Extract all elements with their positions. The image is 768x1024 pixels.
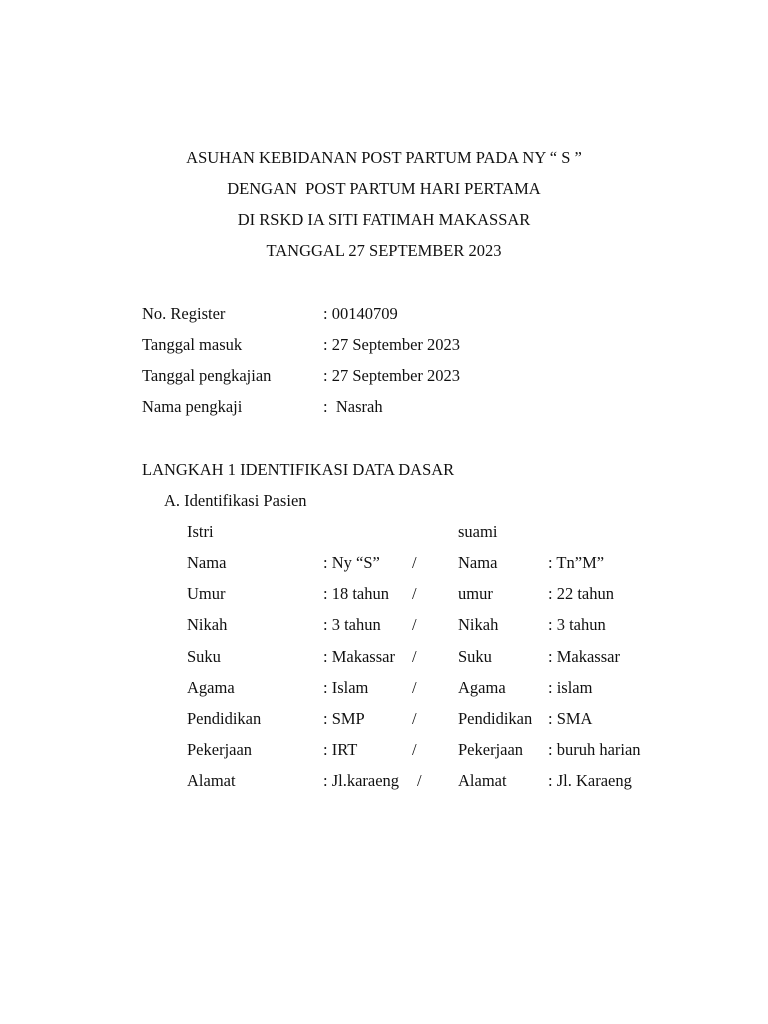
husband-religion-value: : islam	[548, 678, 593, 697]
register-number-label: No. Register	[142, 304, 226, 323]
section-subheading: A. Identifikasi Pasien	[164, 491, 307, 510]
husband-occupation-value: : buruh harian	[548, 740, 641, 759]
row-separator: /	[412, 615, 417, 634]
wife-occupation-value: : IRT	[323, 740, 358, 759]
wife-marriage-value: : 3 tahun	[323, 615, 381, 634]
document-title-line-4: TANGGAL 27 SEPTEMBER 2023	[266, 241, 502, 260]
row-separator: /	[412, 553, 417, 572]
row-separator: /	[412, 647, 417, 666]
row-separator: /	[412, 740, 417, 759]
row-separator: /	[412, 678, 417, 697]
husband-name-value: : Tn”M”	[548, 553, 605, 572]
husband-age-value: : 22 tahun	[548, 584, 614, 603]
assessment-date-value: : 27 September 2023	[323, 366, 461, 385]
wife-religion-value: : Islam	[323, 678, 369, 697]
wife-education-label: Pendidikan	[187, 709, 262, 728]
register-number-value: : 00140709	[323, 304, 398, 323]
husband-education-label: Pendidikan	[458, 709, 533, 728]
husband-ethnicity-value: : Makassar	[548, 647, 620, 666]
wife-ethnicity-label: Suku	[187, 647, 221, 666]
assessor-name-label: Nama pengkaji	[142, 397, 243, 416]
assessment-date-label: Tanggal pengkajian	[142, 366, 272, 385]
husband-marriage-value: : 3 tahun	[548, 615, 606, 634]
wife-occupation-label: Pekerjaan	[187, 740, 253, 759]
husband-address-label: Alamat	[458, 771, 507, 790]
husband-name-label: Nama	[458, 553, 498, 572]
document-title-line-3: DI RSKD IA SITI FATIMAH MAKASSAR	[237, 210, 531, 229]
row-separator: /	[417, 771, 422, 790]
wife-religion-label: Agama	[187, 678, 235, 697]
husband-occupation-label: Pekerjaan	[458, 740, 524, 759]
wife-address-label: Alamat	[187, 771, 236, 790]
husband-marriage-label: Nikah	[458, 615, 499, 634]
admission-date-value: : 27 September 2023	[323, 335, 461, 354]
assessor-name-value: : Nasrah	[323, 397, 383, 416]
husband-education-value: : SMA	[548, 709, 593, 728]
wife-name-label: Nama	[187, 553, 227, 572]
wife-ethnicity-value: : Makassar	[323, 647, 395, 666]
step-heading: LANGKAH 1 IDENTIFIKASI DATA DASAR	[142, 460, 455, 479]
row-separator: /	[412, 584, 417, 603]
wife-education-value: : SMP	[323, 709, 365, 728]
husband-age-label: umur	[458, 584, 493, 603]
husband-religion-label: Agama	[458, 678, 506, 697]
husband-ethnicity-label: Suku	[458, 647, 492, 666]
document-title-line-1: ASUHAN KEBIDANAN POST PARTUM PADA NY “ S ”	[186, 148, 582, 167]
admission-date-label: Tanggal masuk	[142, 335, 243, 354]
husband-address-value: : Jl. Karaeng	[548, 771, 632, 790]
wife-age-label: Umur	[187, 584, 226, 603]
wife-name-value: : Ny “S”	[323, 553, 380, 572]
wife-age-value: : 18 tahun	[323, 584, 389, 603]
document-title-line-2: DENGAN POST PARTUM HARI PERTAMA	[227, 179, 541, 198]
wife-marriage-label: Nikah	[187, 615, 228, 634]
row-separator: /	[412, 709, 417, 728]
wife-address-value: : Jl.karaeng	[323, 771, 400, 790]
husband-column-header: suami	[458, 522, 498, 541]
wife-column-header: Istri	[187, 522, 214, 541]
